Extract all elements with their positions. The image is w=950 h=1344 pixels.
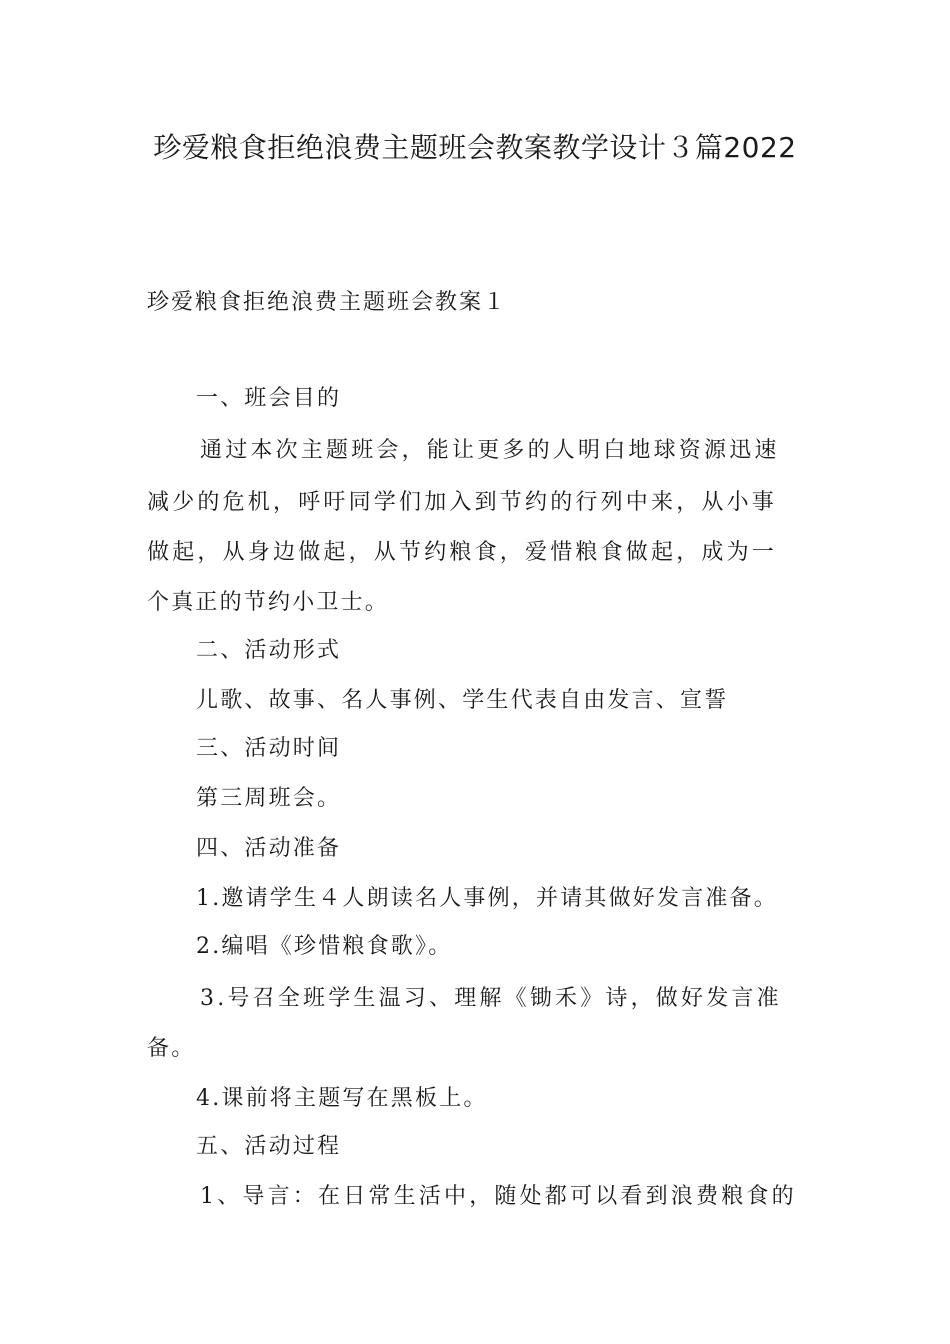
list-item: 1、导言：在日常生活中，随处都可以看到浪费粮食的 [200, 1184, 797, 1209]
paragraph-line: 做起，从身边做起，从节约粮食，爱惜粮食做起，成为一 [147, 540, 778, 565]
list-item: 4.课前将主题写在黑板上。 [196, 1086, 488, 1111]
section-heading-preparation: 四、活动准备 [196, 836, 342, 861]
section-heading-format: 二、活动形式 [196, 638, 342, 663]
section-heading-time: 三、活动时间 [196, 736, 342, 761]
lesson-plan-subtitle: 珍爱粮食拒绝浪费主题班会教案１ [147, 290, 508, 315]
list-item: 3.号召全班学生温习、理解《锄禾》诗，做好发言准 [200, 986, 782, 1011]
list-item: 2.编唱《珍惜粮食歌》。 [196, 934, 453, 959]
section-heading-purpose: 一、班会目的 [196, 386, 342, 411]
paragraph-line: 儿歌、故事、名人事例、学生代表自由发言、宣誓 [196, 688, 729, 713]
section-heading-process: 五、活动过程 [196, 1134, 342, 1159]
paragraph-line: 个真正的节约小卫士。 [147, 590, 390, 615]
list-item: 1.邀请学生４人朗读名人事例，并请其做好发言准备。 [196, 886, 778, 911]
document-title: 珍爱粮食拒绝浪费主题班会教案教学设计３篇2022 [153, 131, 797, 164]
paragraph-line: 第三周班会。 [196, 786, 342, 811]
paragraph-line: 减少的危机，呼吁同学们加入到节约的行列中来，从小事 [147, 490, 778, 515]
paragraph-line: 通过本次主题班会，能让更多的人明白地球资源迅速 [200, 438, 780, 463]
paragraph-line: 备。 [147, 1036, 196, 1061]
